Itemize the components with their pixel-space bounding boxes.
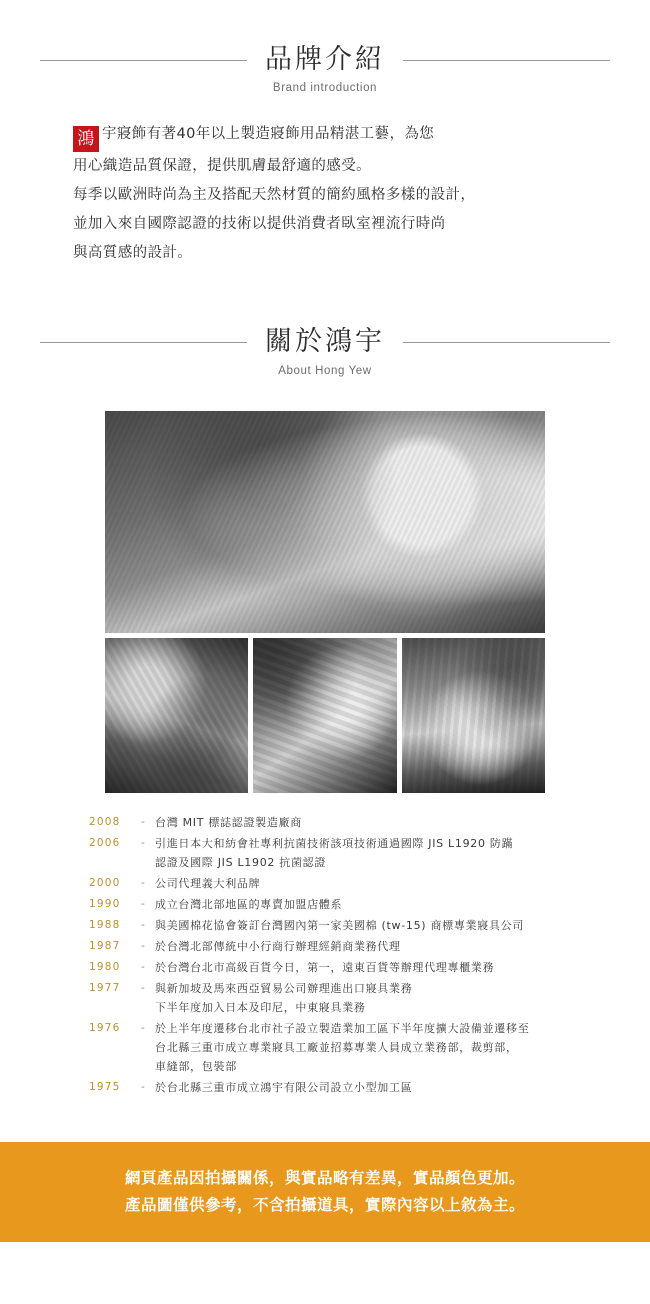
- timeline-row: [89, 937, 561, 956]
- timeline-description-line: 於台灣台北市高級百貨今日，第一，遠東百貨等辦理代理專櫃業務: [155, 960, 495, 974]
- brand-section-title-zh: 品牌介紹: [265, 44, 385, 75]
- timeline-dash: -: [141, 897, 145, 910]
- company-history-timeline: [89, 813, 561, 1097]
- inspection-photo: [402, 638, 545, 793]
- disclaimer-notice: [0, 1142, 650, 1242]
- timeline-dash: -: [141, 918, 145, 931]
- photo-collage: [105, 411, 545, 793]
- timeline-year: 1977: [89, 981, 121, 994]
- timeline-row: [89, 874, 561, 893]
- about-section-title-zh: 關於鴻宇: [265, 326, 385, 358]
- timeline-row: [89, 1078, 561, 1097]
- brand-introduction-section: [0, 0, 650, 268]
- factory-main-photo: [105, 411, 545, 633]
- intro-line-3: 每季以歐洲時尚為主及搭配天然材質的簡約風格多樣的設計，: [73, 187, 476, 204]
- intro-line-1: 宇寢飾有著40年以上製造寢飾用品精湛工藝，為您: [102, 126, 435, 143]
- brand-section-header: [40, 44, 610, 94]
- hongyew-logo-badge: 鴻: [73, 126, 99, 152]
- intro-line-2: 用心織造品質保證，提供肌膚最舒適的感受。: [73, 158, 371, 175]
- about-rule-right: [403, 342, 610, 343]
- timeline-row: [89, 916, 561, 935]
- timeline-year: 2008: [89, 815, 121, 828]
- timeline-dash: -: [141, 815, 145, 828]
- timeline-description-line: 成立台灣北部地區的專賣加盟店體系: [155, 897, 343, 911]
- timeline-description: [155, 916, 561, 935]
- timeline-description-line: 公司代理義大利品牌: [155, 876, 261, 890]
- header-rule-right: [403, 60, 610, 61]
- timeline-description-line: 下半年度加入日本及印尼，中東寢具業務: [155, 1000, 366, 1014]
- timeline-dash: -: [141, 876, 145, 889]
- timeline-description-line: 引進日本大和紡會社專利抗菌技術該項技術通過國際 JIS L1920 防蹣: [155, 836, 514, 850]
- timeline-description-line: 與新加坡及馬來西亞貿易公司辦理進出口寢具業務: [155, 981, 413, 995]
- timeline-year: 1980: [89, 960, 121, 973]
- brand-intro-text: [73, 120, 577, 268]
- timeline-year: 1976: [89, 1021, 121, 1034]
- timeline-description: [155, 834, 561, 872]
- timeline-row: [89, 895, 561, 914]
- timeline-dash: -: [141, 1080, 145, 1093]
- timeline-year: 1987: [89, 939, 121, 952]
- timeline-dash: -: [141, 1021, 145, 1034]
- timeline-dash: -: [141, 939, 145, 952]
- brand-section-title-en: Brand introduction: [272, 82, 378, 95]
- intro-line-5: 與高質感的設計。: [73, 245, 193, 262]
- sewing-photo: [105, 638, 248, 793]
- timeline-description-line: 車縫部，包裝部: [155, 1059, 237, 1073]
- timeline-description-line: 於台北縣三重市成立鴻宇有限公司設立小型加工區: [155, 1080, 413, 1094]
- timeline-row: [89, 979, 561, 1017]
- timeline-dash: -: [141, 836, 145, 849]
- timeline-description-line: 於台灣北部傳統中小行商行辦理經銷商業務代理: [155, 939, 401, 953]
- intro-line-4: 並加入來自國際認證的技術以提供消費者臥室裡流行時尚: [73, 216, 446, 233]
- timeline-description: [155, 1019, 561, 1076]
- timeline-row: [89, 1019, 561, 1076]
- timeline-description-line: 於上半年度遷移台北市社子設立製造業加工區下半年度擴大設備並遷移至: [155, 1021, 530, 1035]
- timeline-description-line: 台北縣三重市成立專業寢具工廠並招募專業人員成立業務部，裁剪部，: [155, 1040, 518, 1054]
- timeline-row: [89, 958, 561, 977]
- timeline-row: [89, 834, 561, 872]
- timeline-description: [155, 813, 561, 832]
- timeline-description: [155, 1078, 561, 1097]
- timeline-year: 1990: [89, 897, 121, 910]
- timeline-year: 2006: [89, 836, 121, 849]
- timeline-description-line: 認證及國際 JIS L1902 抗菌認證: [155, 855, 327, 869]
- timeline-year: 1988: [89, 918, 121, 931]
- timeline-description: [155, 958, 561, 977]
- timeline-dash: -: [141, 960, 145, 973]
- timeline-description-line: 與美國棉花協會簽訂台灣國內第一家美國棉 (tw-15) 商標專業寢具公司: [155, 918, 525, 932]
- about-section-title-en: About Hong Yew: [278, 364, 372, 377]
- disclaimer-line-1: 網頁產品因拍攝關係，與實品略有差異，實品顏色更加。: [124, 1167, 525, 1187]
- cutting-photo: [253, 638, 396, 793]
- timeline-description: [155, 895, 561, 914]
- about-section: [0, 268, 650, 1096]
- timeline-row: [89, 813, 561, 832]
- timeline-year: 2000: [89, 876, 121, 889]
- timeline-description-line: 台灣 MIT 標誌認證製造廠商: [155, 815, 302, 829]
- header-rule-left: [40, 60, 247, 61]
- timeline-dash: -: [141, 981, 145, 994]
- timeline-description: [155, 874, 561, 893]
- timeline-year: 1975: [89, 1080, 121, 1093]
- timeline-description: [155, 979, 561, 1017]
- about-rule-left: [40, 342, 247, 343]
- timeline-description: [155, 937, 561, 956]
- about-section-header: [40, 326, 610, 376]
- disclaimer-line-2: 產品圖僅供參考，不含拍攝道具，實際內容以上敘為主。: [124, 1194, 525, 1214]
